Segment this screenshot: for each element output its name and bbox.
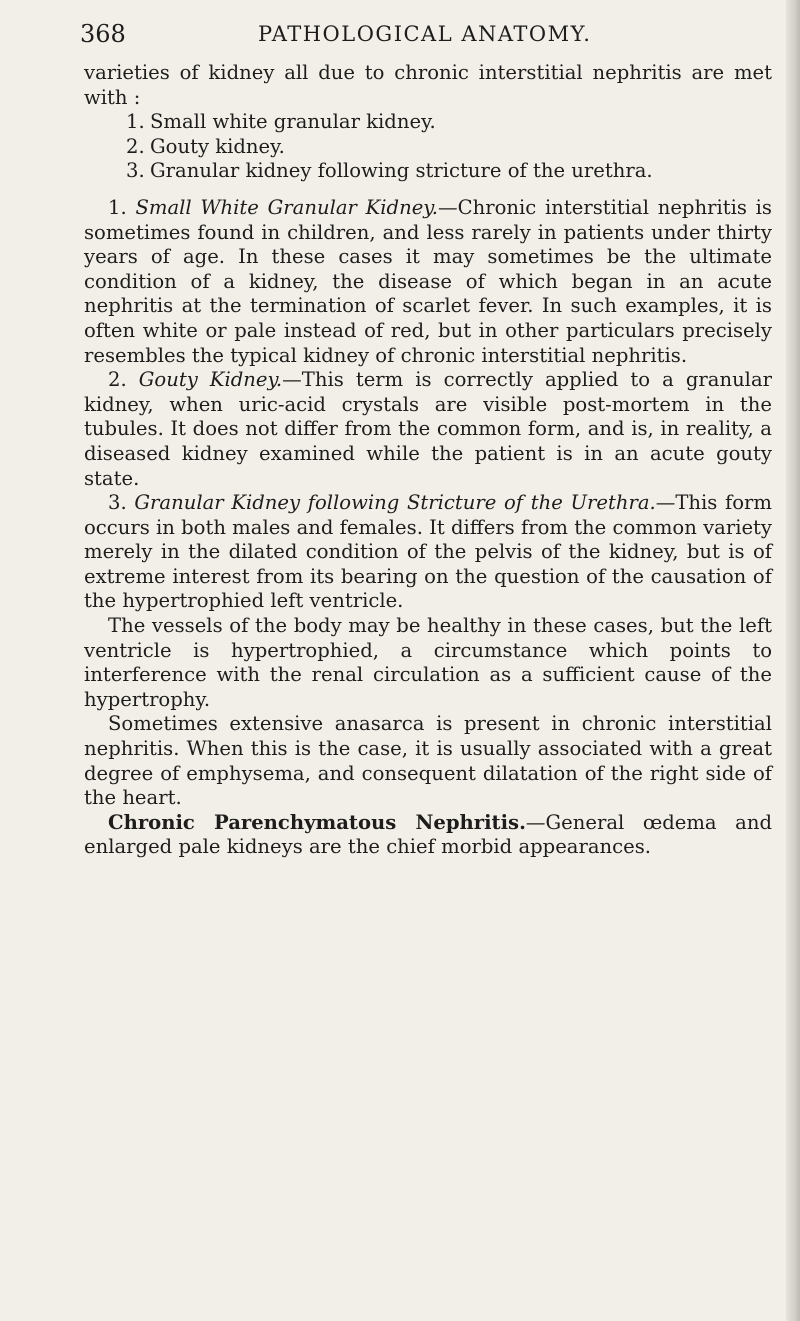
page-edge-shadow (786, 0, 800, 1321)
paragraph-vessels: The vessels of the body may be healthy in these cases, but the left ventricle is hypertrophied, a circumstance which points to interference with the renal circulation as a sufficient cause of the hypertrophy. (84, 614, 772, 711)
page-number: 368 (80, 20, 126, 48)
list-item: 1. Small white granular kidney. (126, 110, 436, 134)
section-small-white-granular: 1. Small White Granular Kidney.—Chronic interstitial nephritis is sometimes found in children, and less rarely in patients under thirty years of age. In these cases it may sometimes be the ultimate condition of a kidney, the disease of which began in an acute nephritis at the termination of scarlet fever. In such examples, it is often white or pale instead of red, but in other particulars precisely resembles the typical kidney of chronic interstitial nephritis. (84, 195, 772, 367)
list-item: 3. Granular kidney following stricture of the urethra. (126, 159, 653, 183)
section-heading: Granular Kidney following Stricture of the Urethra. (134, 491, 656, 515)
paragraph-anasarca: Sometimes extensive anasarca is present in chronic interstitial nephritis. When this is the case, it is usually associated with a great degree of emphysema, and consequent dilatation of the right side of the heart. (84, 712, 772, 810)
body-text (84, 61, 772, 860)
section-gouty-kidney: 2. Gouty Kidney.—This term is correctly applied to a granular kidney, when uric-acid crystals are visible post-mortem in the tubules. It does not differ from the common form, and is, in reality, a diseased kidney examined while the patient is in an acute gouty state. (84, 368, 773, 490)
section-heading: Chronic Parenchymatous Nephritis. (108, 810, 526, 834)
section-granular-stricture: 3. Granular Kidney following Stricture of the Urethra.—This form occurs in both males and females. It differs from the common variety merely in the dilated condition of the pelvis of the kidney, but is of extreme interest from its bearing on the question of the causation of the hypertrophied left ventricle. (84, 491, 773, 613)
section-chronic-parenchymatous: Chronic Parenchymatous Nephritis.—General œdema and enlarged pale kidneys are the chief morbid appearances. (84, 810, 772, 859)
running-head (80, 20, 770, 56)
list-item: 2. Gouty kidney. (126, 134, 285, 158)
section-heading: Small White Granular Kidney. (135, 195, 438, 219)
intro-paragraph: varieties of kidney all due to chronic interstitial nephritis are met with : (84, 61, 772, 109)
section-heading: Gouty Kidney. (138, 368, 283, 392)
running-title: PATHOLOGICAL ANATOMY. (258, 22, 592, 46)
variety-list (84, 110, 772, 184)
